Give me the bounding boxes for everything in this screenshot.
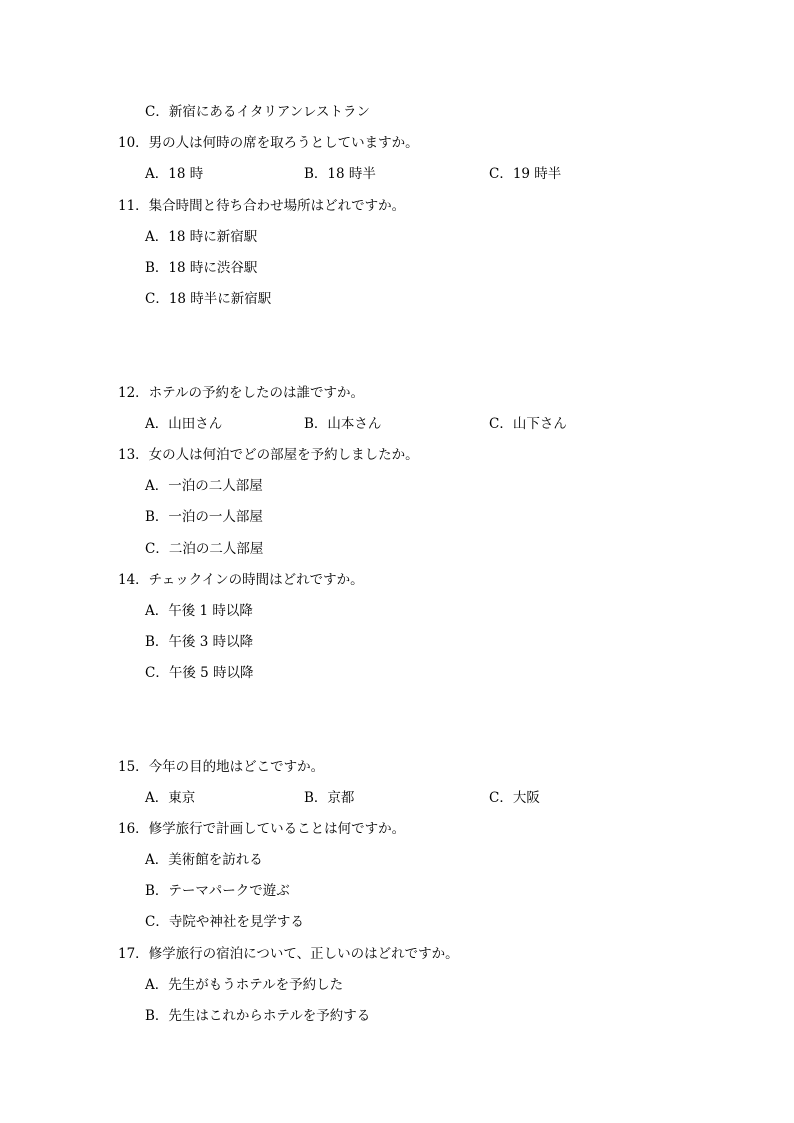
option-prev-c: C．新宿にあるイタリアンレストラン xyxy=(145,104,371,120)
q10-option-a: A．18 時 xyxy=(145,166,204,182)
q12-option-b: B．山本さん xyxy=(304,416,382,432)
question-16: 16．修学旅行で計画していることは何ですか。 xyxy=(118,821,406,837)
q12-option-a: A．山田さん xyxy=(145,416,223,432)
q13-option-a: A．一泊の二人部屋 xyxy=(145,478,263,494)
q14-option-a: A．午後 1 時以降 xyxy=(145,603,253,619)
q15-option-b: B．京都 xyxy=(304,790,355,806)
q16-option-c: C．寺院や神社を見学する xyxy=(145,914,304,930)
q10-option-b: B．18 時半 xyxy=(304,166,376,182)
q16-option-a: A．美術館を訪れる xyxy=(145,852,263,868)
q16-option-b: B．テーマパークで遊ぶ xyxy=(145,883,290,899)
q11-option-b: B．18 時に渋谷駅 xyxy=(145,260,258,276)
q12-option-c: C．山下さん xyxy=(489,416,567,432)
q13-option-c: C．二泊の二人部屋 xyxy=(145,541,264,557)
question-11: 11．集合時間と待ち合わせ場所はどれですか。 xyxy=(118,198,406,214)
question-13: 13．女の人は何泊でどの部屋を予約しましたか。 xyxy=(118,447,419,463)
q13-option-b: B．一泊の一人部屋 xyxy=(145,509,263,525)
q11-option-c: C．18 時半に新宿駅 xyxy=(145,291,272,307)
question-12: 12．ホテルの予約をしたのは誰ですか。 xyxy=(118,385,365,401)
question-17: 17．修学旅行の宿泊について、正しいのはどれですか。 xyxy=(118,946,459,962)
q17-option-b: B．先生はこれからホテルを予約する xyxy=(145,1008,371,1024)
q14-option-b: B．午後 3 時以降 xyxy=(145,634,254,650)
q15-option-a: A．東京 xyxy=(145,790,196,806)
question-10: 10．男の人は何時の席を取ろうとしていますか。 xyxy=(118,135,419,151)
question-14: 14．チェックインの時間はどれですか。 xyxy=(118,572,364,588)
q17-option-a: A．先生がもうホテルを予約した xyxy=(145,977,344,993)
q15-option-c: C．大阪 xyxy=(489,790,540,806)
q10-option-c: C．19 時半 xyxy=(489,166,562,182)
q11-option-a: A．18 時に新宿駅 xyxy=(145,229,258,245)
question-15: 15．今年の目的地はどこですか。 xyxy=(118,759,325,775)
q14-option-c: C．午後 5 時以降 xyxy=(145,665,254,681)
